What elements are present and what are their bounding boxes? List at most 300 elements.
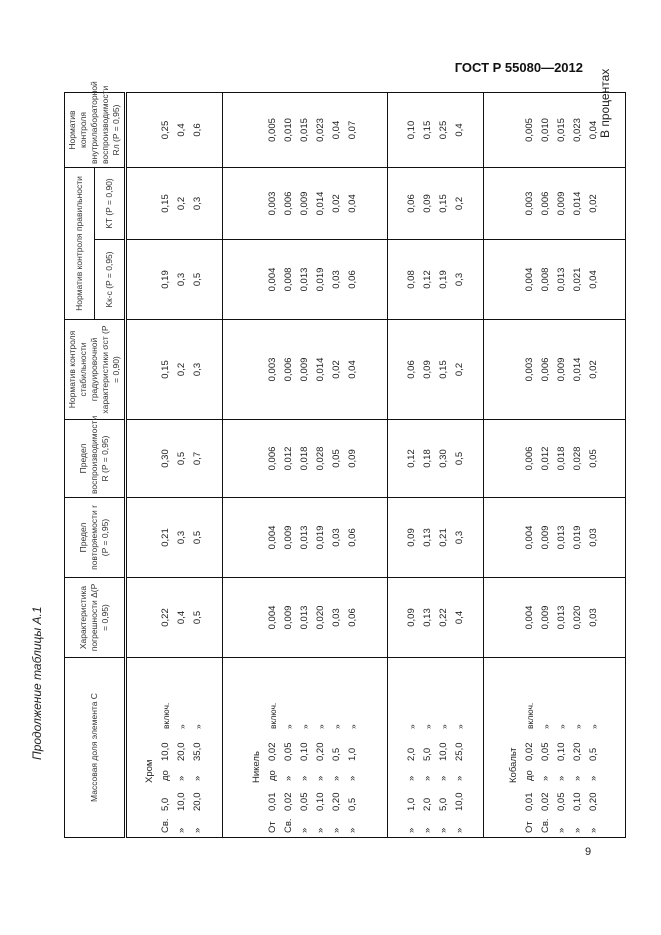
value: 0,008	[283, 267, 295, 292]
value: 0,03	[331, 270, 343, 289]
value-cell-kt	[388, 168, 483, 240]
value: 0,25	[160, 120, 172, 140]
range-part: »	[572, 827, 584, 833]
range-row	[190, 658, 206, 833]
value-stack	[142, 320, 206, 419]
range-part: 0,5	[588, 747, 600, 761]
value-cell-r	[483, 498, 625, 578]
col-header-delta	[65, 578, 126, 658]
value: 0,5	[192, 610, 204, 625]
value: 0,013	[556, 267, 568, 292]
value: 0,009	[540, 525, 552, 550]
value: 0,009	[283, 525, 295, 550]
value: 0,02	[588, 194, 600, 213]
range-part: 0,20	[572, 742, 584, 761]
value: 0,2	[176, 362, 188, 377]
value: 0,014	[315, 357, 327, 382]
range-part: »	[572, 775, 584, 781]
range-row	[420, 658, 436, 833]
value: 0,15	[160, 194, 172, 213]
value: 0,5	[192, 272, 204, 287]
value: 0,09	[421, 360, 433, 379]
value: 0,03	[588, 528, 600, 547]
col-header-repeatability	[65, 498, 126, 578]
range-part: 10,0	[176, 792, 188, 811]
value-cell-R	[483, 420, 625, 498]
value-cell-kt	[126, 168, 223, 240]
value-stack	[249, 93, 361, 167]
range-part: 0,5	[347, 797, 359, 811]
value-stack	[506, 498, 602, 577]
range-row	[265, 658, 281, 833]
value: 0,4	[453, 123, 465, 137]
value: 0,005	[267, 118, 279, 142]
value: 0,004	[524, 267, 536, 292]
value: 0,003	[267, 357, 279, 382]
value-cell-kt	[222, 168, 388, 240]
value-stack	[404, 320, 468, 419]
value-cell-kt	[483, 168, 625, 240]
value: 0,018	[299, 446, 311, 471]
range-part: до	[267, 770, 279, 781]
range-part: »	[588, 775, 600, 781]
table-row-group	[222, 93, 388, 838]
value: 0,021	[572, 267, 584, 292]
value: 0,19	[437, 270, 449, 289]
value: 0,019	[315, 525, 327, 550]
range-part: »	[437, 775, 449, 781]
value: 0,04	[347, 360, 359, 379]
value-cell-sigma	[388, 320, 483, 420]
value: 0,22	[160, 608, 172, 627]
value: 0,014	[315, 191, 327, 216]
col-header-mass-fraction-label: Массовая доля элемента С	[89, 693, 99, 802]
value-stack	[249, 498, 361, 577]
value: 0,008	[540, 267, 552, 292]
range-part: 20,0	[192, 792, 204, 811]
value-stack	[404, 240, 468, 319]
value: 0,15	[437, 360, 449, 379]
value: 0,6	[192, 123, 204, 137]
range-part: »	[422, 724, 433, 729]
value-cell-kkc	[483, 240, 625, 320]
element-name: Никель	[251, 751, 263, 783]
value: 0,2	[453, 362, 465, 377]
standard-designation: ГОСТ Р 55080—2012	[454, 60, 583, 75]
value: 0,3	[176, 272, 188, 287]
range-part: »	[556, 827, 568, 833]
range-part: »	[348, 724, 359, 729]
value: 0,06	[405, 360, 417, 379]
range-part: 0,10	[299, 742, 311, 761]
range-part: »	[405, 775, 417, 781]
range-part: 0,10	[315, 792, 327, 811]
rotated-table-container	[64, 81, 600, 838]
value-cell-r	[126, 498, 223, 578]
value: 0,4	[176, 610, 188, 625]
value-cell-kkc	[126, 240, 223, 320]
value: 0,15	[421, 120, 433, 140]
value: 0,04	[347, 194, 359, 213]
value: 0,3	[453, 530, 465, 545]
range-part: »	[406, 724, 417, 729]
value-cell-delta	[222, 578, 388, 658]
value: 0,04	[588, 120, 600, 140]
range-part: до	[160, 770, 172, 781]
value-cell-r	[388, 498, 483, 578]
range-part: »	[438, 724, 449, 729]
range-part: включ.	[525, 702, 536, 729]
value-stack	[506, 320, 602, 419]
range-part: »	[437, 827, 449, 833]
range-part: 1,0	[347, 747, 359, 761]
subcol-header-kt-label: KT (P = 0,90)	[103, 178, 114, 229]
value-stack	[142, 240, 206, 319]
value: 0,009	[540, 605, 552, 630]
value: 0,3	[192, 362, 204, 377]
range-row	[554, 658, 570, 833]
value: 0,009	[299, 191, 311, 216]
value: 0,18	[421, 449, 433, 468]
range-part: 0,05	[540, 742, 552, 761]
value-cell-delta	[126, 578, 223, 658]
value-stack	[249, 168, 361, 239]
value-cell-rl	[388, 93, 483, 168]
table-row-group	[126, 93, 223, 838]
range-row	[158, 658, 174, 833]
range-row	[522, 658, 538, 833]
range-part: »	[192, 775, 204, 781]
value: 0,003	[524, 357, 536, 382]
value-cell-sigma	[126, 320, 223, 420]
range-part: 0,05	[556, 792, 568, 811]
value: 0,009	[556, 191, 568, 216]
value-cell-R	[388, 420, 483, 498]
value: 0,006	[267, 446, 279, 471]
value: 0,02	[331, 360, 343, 379]
table-body	[126, 93, 626, 838]
value-cell-kkc	[388, 240, 483, 320]
value-cell-sigma	[222, 320, 388, 420]
range-row	[570, 658, 586, 833]
range-part: »	[299, 775, 311, 781]
range-row	[297, 658, 313, 833]
range-part: 0,5	[331, 747, 343, 761]
value: 0,2	[176, 196, 188, 211]
value: 0,006	[540, 357, 552, 382]
subcol-header-kkc	[94, 240, 125, 320]
range-row	[538, 658, 554, 833]
value: 0,010	[540, 118, 552, 142]
value: 0,03	[331, 608, 343, 627]
value: 0,003	[267, 191, 279, 216]
range-part: 5,0	[421, 747, 433, 761]
range-row	[452, 658, 468, 833]
value: 0,09	[421, 194, 433, 213]
range-part: 0,20	[331, 792, 343, 811]
range-part: »	[284, 724, 295, 729]
value-stack	[506, 578, 602, 657]
value-stack	[404, 168, 468, 239]
range-part: 2,0	[405, 747, 417, 761]
subcol-header-kt	[94, 168, 125, 240]
value-stack	[249, 240, 361, 319]
value-cell-delta	[483, 578, 625, 658]
value: 0,25	[437, 120, 449, 140]
value: 0,3	[453, 272, 465, 287]
range-row	[281, 658, 297, 833]
value: 0,006	[283, 191, 295, 216]
element-name: Хром	[144, 759, 156, 783]
range-part: 5,0	[437, 797, 449, 811]
range-part: 2,0	[421, 797, 433, 811]
range-part: 10,0	[160, 742, 172, 761]
mass-fraction-cell	[483, 658, 625, 838]
range-part: 0,10	[572, 792, 584, 811]
value: 0,013	[556, 525, 568, 550]
precision-norms-table	[64, 81, 626, 838]
table-row-group	[388, 93, 483, 838]
value: 0,06	[347, 270, 359, 289]
value: 0,004	[267, 525, 279, 550]
range-row	[404, 658, 420, 833]
value: 0,12	[405, 449, 417, 468]
value: 0,2	[453, 196, 465, 211]
subcol-header-kkc-label: Kк-с (P = 0,95)	[103, 251, 114, 308]
range-part: до	[524, 770, 536, 781]
range-part: »	[299, 827, 311, 833]
range-part: »	[589, 724, 600, 729]
value: 0,04	[331, 120, 343, 140]
range-part: »	[193, 724, 204, 729]
range-part: 35,0	[192, 742, 204, 761]
table-row-group	[483, 93, 625, 838]
range-part: »	[331, 775, 343, 781]
range-part: От	[267, 821, 279, 833]
value: 0,04	[588, 270, 600, 289]
range-part: 0,01	[267, 792, 279, 811]
value: 0,03	[588, 608, 600, 627]
value-cell-rl	[222, 93, 388, 168]
value: 0,15	[437, 194, 449, 213]
value: 0,005	[524, 118, 536, 142]
value-stack	[142, 578, 206, 657]
col-header-accuracy-control	[65, 168, 95, 320]
range-row	[345, 658, 361, 833]
col-header-calibration-stability-label: Норматив контроля стабильности градуировочной характеристики σст (P = 0,90)	[67, 325, 121, 414]
value-cell-R	[126, 420, 223, 498]
value: 0,013	[556, 605, 568, 630]
col-header-mass-fraction	[65, 658, 126, 838]
value: 0,4	[453, 610, 465, 625]
mass-fraction-cell	[222, 658, 388, 838]
value: 0,009	[556, 357, 568, 382]
range-part: »	[347, 775, 359, 781]
range-part: Св.	[160, 818, 172, 833]
range-part: »	[556, 775, 568, 781]
range-part: »	[332, 724, 343, 729]
col-header-reproducibility	[65, 415, 126, 498]
range-part: 0,02	[283, 792, 295, 811]
range-row	[586, 658, 602, 833]
range-part: 0,20	[315, 742, 327, 761]
col-header-intralab-reproducibility	[65, 81, 126, 168]
value-stack	[404, 93, 468, 167]
value: 0,3	[192, 196, 204, 211]
range-part: »	[421, 775, 433, 781]
value: 0,13	[421, 608, 433, 627]
value-stack	[142, 420, 206, 497]
value: 0,004	[267, 267, 279, 292]
value: 0,028	[572, 446, 584, 471]
range-part: »	[453, 827, 465, 833]
range-part: 10,0	[453, 792, 465, 811]
range-part: »	[315, 827, 327, 833]
value: 0,19	[160, 270, 172, 289]
value: 0,02	[331, 194, 343, 213]
value: 0,013	[299, 267, 311, 292]
range-part: 0,05	[299, 792, 311, 811]
value-cell-r	[222, 498, 388, 578]
range-part: »	[283, 775, 295, 781]
range-part: 5,0	[160, 797, 172, 811]
range-part: 0,02	[540, 792, 552, 811]
value-stack	[506, 168, 602, 239]
range-part: »	[540, 775, 552, 781]
value-stack	[249, 420, 361, 497]
value: 0,020	[572, 605, 584, 630]
col-header-intralab-reproducibility-label: Норматив контроля внутрилабораторной воспроизводимости Rл (P = 0,95)	[67, 81, 121, 164]
units-label: В процентах	[598, 68, 612, 138]
col-header-delta-label: Характеристика погрешности Δ(P = 0,95)	[78, 583, 110, 652]
value-stack	[506, 240, 602, 319]
value: 0,010	[283, 118, 295, 142]
range-part: »	[316, 724, 327, 729]
value: 0,5	[453, 451, 465, 466]
range-row	[174, 658, 190, 833]
value: 0,7	[192, 451, 204, 466]
range-part: 0,20	[588, 792, 600, 811]
range-part: »	[176, 827, 188, 833]
range-part: »	[192, 827, 204, 833]
page-number: 9	[585, 846, 592, 858]
value-stack	[142, 168, 206, 239]
value-stack	[249, 320, 361, 419]
value: 0,014	[572, 357, 584, 382]
range-part: 0,02	[524, 742, 536, 761]
value: 0,07	[347, 120, 359, 140]
value-stack	[506, 420, 602, 497]
value-stack	[249, 578, 361, 657]
value: 0,028	[315, 446, 327, 471]
value: 0,015	[556, 118, 568, 142]
range-part: 0,01	[524, 792, 536, 811]
value: 0,06	[347, 608, 359, 627]
value: 0,020	[315, 605, 327, 630]
value: 0,03	[331, 528, 343, 547]
value-cell-rl	[483, 93, 625, 168]
col-header-accuracy-control-label: Норматив контроля правильности	[73, 176, 84, 311]
range-part: 1,0	[405, 797, 417, 811]
range-part: »	[331, 827, 343, 833]
range-part: »	[588, 827, 600, 833]
value: 0,013	[299, 525, 311, 550]
range-part: Св.	[540, 818, 552, 833]
value: 0,09	[347, 449, 359, 468]
value-cell-sigma	[483, 320, 625, 420]
value: 0,014	[572, 191, 584, 216]
col-header-repeatability-label: Предел повторяемости r (P = 0,95)	[78, 505, 110, 570]
value: 0,006	[524, 446, 536, 471]
mass-fraction-cell	[388, 658, 483, 838]
table-caption-text: Продолжение таблицы А.1	[30, 606, 44, 760]
range-part: 10,0	[437, 742, 449, 761]
range-part: включ.	[161, 702, 172, 729]
value: 0,21	[437, 528, 449, 547]
range-part: »	[300, 724, 311, 729]
value: 0,3	[176, 530, 188, 545]
value: 0,5	[176, 451, 188, 466]
range-part: 25,0	[453, 742, 465, 761]
value: 0,06	[405, 194, 417, 213]
range-part: включ.	[268, 702, 279, 729]
value: 0,02	[588, 360, 600, 379]
range-part: »	[453, 775, 465, 781]
range-part: »	[177, 724, 188, 729]
value: 0,012	[540, 446, 552, 471]
value: 0,4	[176, 123, 188, 137]
value: 0,009	[283, 605, 295, 630]
value: 0,09	[405, 608, 417, 627]
value: 0,012	[283, 446, 295, 471]
value: 0,10	[405, 120, 417, 140]
range-part: »	[176, 775, 188, 781]
value: 0,15	[160, 360, 172, 379]
value-stack	[404, 498, 468, 577]
value: 0,30	[437, 449, 449, 468]
value-stack	[142, 93, 206, 167]
value: 0,09	[405, 528, 417, 547]
value: 0,003	[524, 191, 536, 216]
range-part: »	[454, 724, 465, 729]
value: 0,018	[556, 446, 568, 471]
value: 0,5	[192, 530, 204, 545]
value: 0,08	[405, 270, 417, 289]
value: 0,006	[540, 191, 552, 216]
value: 0,21	[160, 528, 172, 547]
value: 0,009	[299, 357, 311, 382]
value: 0,12	[421, 270, 433, 289]
value-stack	[404, 578, 468, 657]
value: 0,004	[267, 605, 279, 630]
range-part: »	[405, 827, 417, 833]
value: 0,22	[437, 608, 449, 627]
value: 0,023	[315, 118, 327, 142]
value-stack	[506, 93, 602, 167]
value: 0,06	[347, 528, 359, 547]
range-part: 0,10	[556, 742, 568, 761]
value-cell-R	[222, 420, 388, 498]
value-cell-kkc	[222, 240, 388, 320]
range-part: »	[573, 724, 584, 729]
range-part: »	[541, 724, 552, 729]
value-cell-delta	[388, 578, 483, 658]
value: 0,13	[421, 528, 433, 547]
range-part: 0,05	[283, 742, 295, 761]
range-part: »	[347, 827, 359, 833]
col-header-reproducibility-label: Предел воспроизводимости R (P = 0,95)	[78, 415, 110, 494]
value: 0,019	[315, 267, 327, 292]
